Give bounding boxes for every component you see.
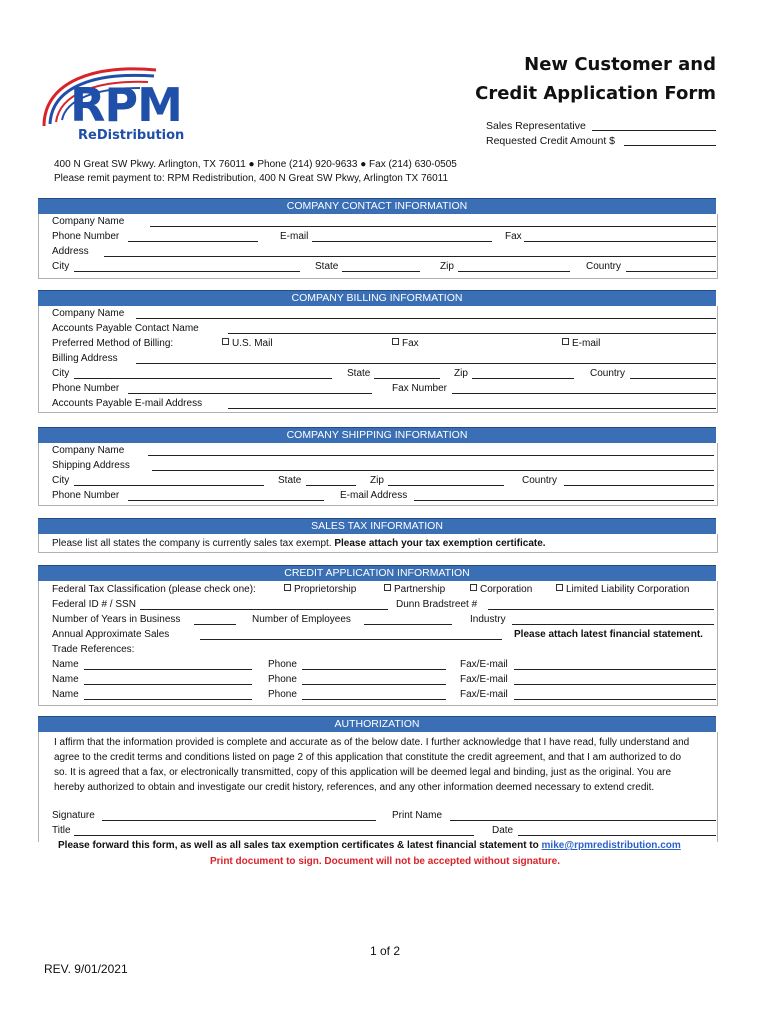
section-credit-header: CREDIT APPLICATION INFORMATION xyxy=(38,565,716,581)
billing-zip-field[interactable] xyxy=(472,378,574,379)
credit-fed-id-field[interactable] xyxy=(140,609,388,610)
credit-opt-llc[interactable] xyxy=(556,584,689,595)
checkbox-icon[interactable] xyxy=(470,584,477,591)
section-shipping-header: COMPANY SHIPPING INFORMATION xyxy=(38,427,716,443)
trade-ref-1-phone-field[interactable] xyxy=(302,669,446,670)
tax-instructions xyxy=(52,538,546,549)
billing-pref-method-label: Preferred Method of Billing: xyxy=(52,338,174,349)
company-address-line: 400 N Great SW Pkwy. Arlington, TX 76011 ● Phone (214) 920-9633 ● Fax (214) 630-0505 xyxy=(54,159,457,170)
billing-phone-label: Phone Number xyxy=(52,383,120,394)
contact-zip-field[interactable] xyxy=(458,271,570,272)
billing-phone-field[interactable] xyxy=(128,393,372,394)
contact-phone-label: Phone Number xyxy=(52,231,120,242)
signature-warning: Print document to sign. Document will not be accepted without signature. xyxy=(209,856,561,867)
contact-city-field[interactable] xyxy=(74,271,300,272)
credit-years-label: Number of Years in Business xyxy=(52,614,181,625)
contact-company-label: Company Name xyxy=(52,216,125,227)
contact-zip-label: Zip xyxy=(440,261,454,272)
billing-state-field[interactable] xyxy=(374,378,440,379)
billing-opt-mail[interactable] xyxy=(222,338,273,349)
title-line-2: Credit Application Form xyxy=(475,83,716,104)
contact-fax-label: Fax xyxy=(505,231,522,242)
credit-employees-label: Number of Employees xyxy=(252,614,351,625)
logo-text: RPM xyxy=(70,78,182,132)
trade-ref-2-fax-field[interactable] xyxy=(514,684,716,685)
auth-forward-note xyxy=(58,840,681,851)
contact-email-field[interactable] xyxy=(312,241,492,242)
requested-credit-field[interactable] xyxy=(624,145,716,146)
shipping-phone-label: Phone Number xyxy=(52,490,120,501)
shipping-country-label: Country xyxy=(522,475,558,486)
section-credit-frame xyxy=(38,581,718,706)
auth-title-label: Title xyxy=(52,825,71,836)
billing-ap-email-label: Accounts Payable E-mail Address xyxy=(52,398,203,409)
shipping-state-field[interactable] xyxy=(306,485,356,486)
billing-opt-fax-label: Fax xyxy=(402,338,419,349)
checkbox-icon[interactable] xyxy=(556,584,563,591)
billing-ap-email-field[interactable] xyxy=(228,408,716,409)
auth-print-name-field[interactable] xyxy=(450,820,716,821)
contact-address-label: Address xyxy=(52,246,89,257)
contact-email-label: E-mail xyxy=(280,231,309,242)
contact-state-label: State xyxy=(315,261,339,272)
trade-ref-1-fax-field[interactable] xyxy=(514,669,716,670)
credit-employees-field[interactable] xyxy=(364,624,452,625)
billing-zip-label: Zip xyxy=(454,368,468,379)
trade-ref-3-phone-field[interactable] xyxy=(302,699,446,700)
billing-city-label: City xyxy=(52,368,70,379)
checkbox-icon[interactable] xyxy=(222,338,229,345)
checkbox-icon[interactable] xyxy=(562,338,569,345)
trade-ref-3-name-label: Name xyxy=(52,689,79,700)
trade-ref-2-name-field[interactable] xyxy=(84,684,252,685)
revision-label: REV. 9/01/2021 xyxy=(44,962,128,976)
auth-date-field[interactable] xyxy=(518,835,716,836)
page-title xyxy=(475,50,716,108)
billing-fax-number-field[interactable] xyxy=(452,393,716,394)
section-tax-header: SALES TAX INFORMATION xyxy=(38,518,716,534)
section-billing-header: COMPANY BILLING INFORMATION xyxy=(38,290,716,306)
billing-company-label: Company Name xyxy=(52,308,125,319)
contact-country-label: Country xyxy=(586,261,622,272)
contact-country-field[interactable] xyxy=(626,271,716,272)
logo-subtext: ReDistribution xyxy=(78,128,185,143)
credit-opt-corporation[interactable] xyxy=(470,584,532,595)
credit-opt-partnership[interactable] xyxy=(384,584,445,595)
trade-ref-3-fax-field[interactable] xyxy=(514,699,716,700)
credit-attach-fin-note: Please attach latest financial statement. xyxy=(514,629,703,640)
title-line-1: New Customer and xyxy=(524,54,716,75)
credit-annual-sales-field[interactable] xyxy=(200,639,502,640)
trade-ref-1-name-label: Name xyxy=(52,659,79,670)
billing-address-label: Billing Address xyxy=(52,353,118,364)
shipping-company-label: Company Name xyxy=(52,445,125,456)
shipping-city-field[interactable] xyxy=(74,485,264,486)
credit-dunn-label: Dunn Bradstreet # xyxy=(396,599,478,610)
credit-opt-proprietorship[interactable] xyxy=(284,584,356,595)
credit-annual-sales-label: Annual Approximate Sales xyxy=(52,629,170,640)
credit-industry-field[interactable] xyxy=(512,624,714,625)
credit-opt-part-label: Partnership xyxy=(394,584,446,595)
billing-country-field[interactable] xyxy=(630,378,716,379)
trade-ref-1-fax-label: Fax/E-mail xyxy=(460,659,508,670)
credit-dunn-field[interactable] xyxy=(488,609,714,610)
billing-state-label: State xyxy=(347,368,371,379)
contact-phone-field[interactable] xyxy=(128,241,258,242)
credit-opt-corp-label: Corporation xyxy=(480,584,533,595)
page-number: 1 of 2 xyxy=(369,944,401,958)
auth-paragraph: I affirm that the information provided is complete and accurate as of the below date. I further acknowledge that I have read, fully understand and agree to the credit terms and conditions listed on page 2 of this application that constitute the credit agreement, and that I am authorized to do so. It is agreed that a fax, or electronically transmitted, copy of this application will be deemed legal and binding, just as the original. You are hereby authorized to obtain and investigate our credit history, references, and any other information deemed necessary to extend credit. xyxy=(54,737,690,793)
billing-opt-fax[interactable] xyxy=(392,338,419,349)
contact-company-field[interactable] xyxy=(150,226,716,227)
email-link[interactable]: mike@rpmredistribution.com xyxy=(541,840,681,851)
checkbox-icon[interactable] xyxy=(384,584,391,591)
requested-credit-label: Requested Credit Amount $ xyxy=(486,135,615,147)
billing-opt-mail-label: U.S. Mail xyxy=(232,338,273,349)
auth-title-field[interactable] xyxy=(74,835,474,836)
auth-signature-field[interactable] xyxy=(102,820,376,821)
billing-ap-contact-field[interactable] xyxy=(228,333,716,334)
shipping-email-label: E-mail Address xyxy=(340,490,408,501)
shipping-zip-label: Zip xyxy=(370,475,384,486)
credit-opt-prop-label: Proprietorship xyxy=(294,584,357,595)
tax-attach-note: Please attach your tax exemption certificate. xyxy=(334,538,546,549)
trade-ref-1-name-field[interactable] xyxy=(84,669,252,670)
shipping-company-field[interactable] xyxy=(148,455,714,456)
checkbox-icon[interactable] xyxy=(392,338,399,345)
contact-state-field[interactable] xyxy=(342,271,420,272)
sales-rep-field[interactable] xyxy=(592,130,716,131)
shipping-zip-field[interactable] xyxy=(388,485,504,486)
billing-country-label: Country xyxy=(590,368,626,379)
shipping-email-field[interactable] xyxy=(414,500,714,501)
section-contact-header: COMPANY CONTACT INFORMATION xyxy=(38,198,716,214)
auth-forward-text: Please forward this form, as well as all sales tax exemption certificates & latest financial statement to xyxy=(58,840,539,851)
credit-years-field[interactable] xyxy=(194,624,236,625)
credit-fed-class-label: Federal Tax Classification (please check one): xyxy=(52,584,256,595)
auth-date-label: Date xyxy=(492,825,514,836)
trade-ref-2-fax-label: Fax/E-mail xyxy=(460,674,508,685)
contact-fax-field[interactable] xyxy=(524,241,716,242)
credit-fed-id-label: Federal ID # / SSN xyxy=(52,599,136,610)
shipping-country-field[interactable] xyxy=(564,485,714,486)
credit-industry-label: Industry xyxy=(470,614,506,625)
shipping-address-label: Shipping Address xyxy=(52,460,130,471)
trade-ref-3-fax-label: Fax/E-mail xyxy=(460,689,508,700)
trade-ref-3-phone-label: Phone xyxy=(268,689,297,700)
contact-address-field[interactable] xyxy=(104,256,716,257)
shipping-address-field[interactable] xyxy=(152,470,714,471)
checkbox-icon[interactable] xyxy=(284,584,291,591)
trade-ref-2-name-label: Name xyxy=(52,674,79,685)
auth-print-name-label: Print Name xyxy=(392,810,443,821)
trade-ref-3-name-field[interactable] xyxy=(84,699,252,700)
billing-address-field[interactable] xyxy=(136,363,716,364)
billing-opt-email-label: E-mail xyxy=(572,338,601,349)
billing-ap-contact-label: Accounts Payable Contact Name xyxy=(52,323,199,334)
credit-trade-refs-label: Trade References: xyxy=(52,644,135,655)
tax-instructions-text: Please list all states the company is currently sales tax exempt. xyxy=(52,538,332,549)
contact-city-label: City xyxy=(52,261,70,272)
trade-ref-2-phone-field[interactable] xyxy=(302,684,446,685)
billing-city-field[interactable] xyxy=(74,378,332,379)
sales-rep-label: Sales Representative xyxy=(486,120,586,132)
billing-opt-email[interactable] xyxy=(562,338,600,349)
billing-company-field[interactable] xyxy=(136,318,716,319)
shipping-phone-field[interactable] xyxy=(128,500,324,501)
trade-ref-1-phone-label: Phone xyxy=(268,659,297,670)
section-auth-header: AUTHORIZATION xyxy=(38,716,716,732)
trade-ref-2-phone-label: Phone xyxy=(268,674,297,685)
remit-line: Please remit payment to: RPM Redistribution, 400 N Great SW Pkwy, Arlington TX 76011 xyxy=(54,173,449,184)
shipping-state-label: State xyxy=(278,475,302,486)
auth-signature-label: Signature xyxy=(52,810,95,821)
billing-fax-number-label: Fax Number xyxy=(392,383,448,394)
shipping-city-label: City xyxy=(52,475,70,486)
credit-opt-llc-label: Limited Liability Corporation xyxy=(566,584,690,595)
